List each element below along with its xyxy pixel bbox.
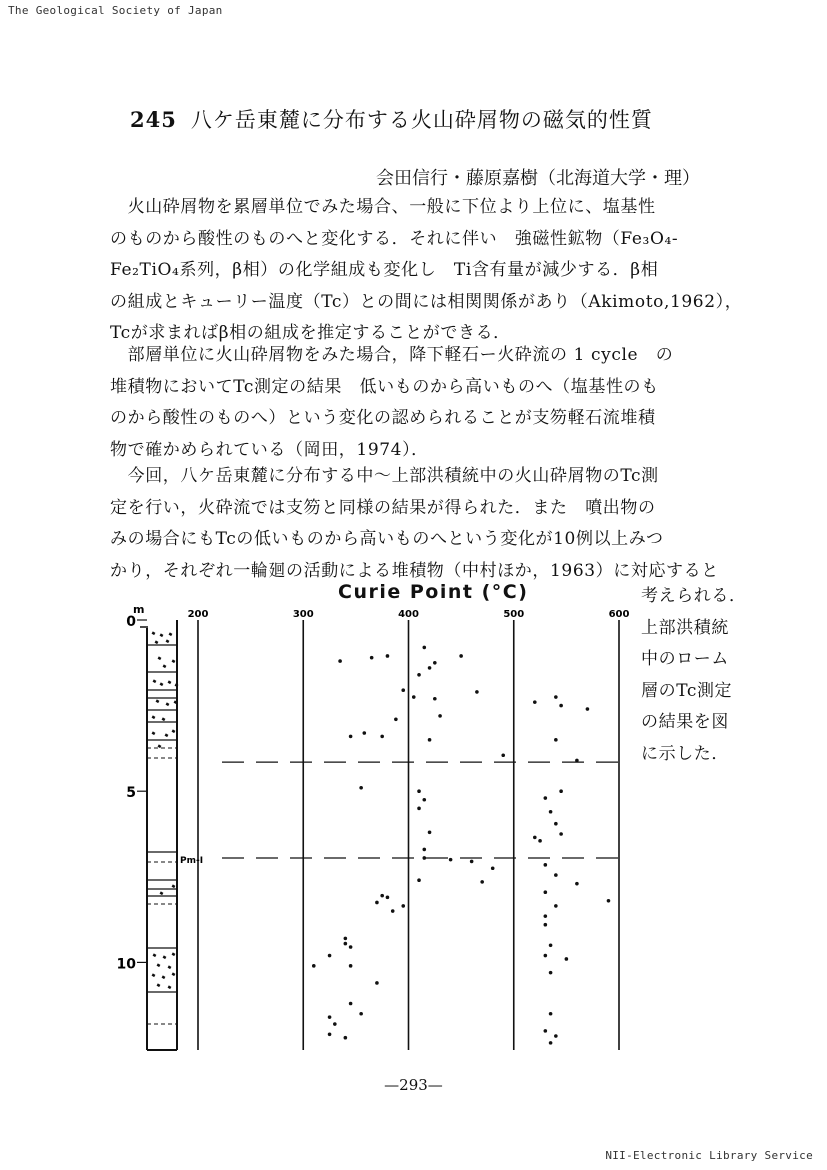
clast-mark (172, 952, 176, 956)
data-point (362, 731, 366, 735)
side-line: の結果を図 (641, 712, 729, 732)
clast-mark (160, 633, 164, 637)
depth-label: 5 (126, 785, 136, 802)
clast-mark (168, 985, 172, 989)
clast-mark (153, 953, 157, 957)
data-point (554, 1034, 558, 1038)
data-point (428, 666, 432, 670)
data-point (554, 904, 558, 908)
clast-mark (166, 639, 170, 643)
data-point (549, 1012, 553, 1016)
clast-mark (165, 733, 169, 737)
text-line: 部層単位に火山砕屑物をみた場合，降下軽石ー火砕流の 1 cycle の (110, 345, 674, 365)
clast-mark (152, 973, 156, 977)
abstract-number: 245 (130, 107, 177, 132)
data-point (549, 810, 553, 814)
data-point (359, 1012, 363, 1016)
data-point (533, 700, 537, 704)
data-point (438, 714, 442, 718)
data-point (333, 1022, 337, 1026)
clast-mark (168, 965, 172, 969)
text-line: の組成とキューリー温度（Tc）との間には相関関係があり（Akimoto,1962）， (110, 291, 743, 312)
x-tick-label: 300 (292, 609, 314, 620)
data-point (422, 646, 426, 650)
x-tick-label: 600 (608, 609, 630, 620)
data-point (449, 858, 453, 862)
clast-mark (168, 680, 172, 684)
side-line: 考えられる． (641, 586, 747, 606)
data-point (475, 690, 479, 694)
text-line: Fe₂TiO₄系列，β相）の化学組成も変化し Ti含有量が減少する．β相 (110, 260, 659, 281)
clast-mark (172, 972, 176, 976)
data-point (417, 807, 421, 811)
clast-mark (172, 729, 176, 733)
clast-mark (152, 631, 156, 635)
data-point (401, 904, 405, 908)
side-line: に示した． (641, 743, 729, 764)
text-line: 火山砕屑物を累層単位でみた場合、一般に下位より上位に、塩基性 (110, 197, 656, 217)
data-point (338, 659, 342, 663)
depth-label: 10 (116, 956, 136, 973)
clast-mark (172, 659, 176, 663)
clast-mark (172, 884, 176, 888)
clast-mark (158, 744, 162, 748)
x-tick-label: 200 (187, 609, 209, 620)
clast-mark (162, 717, 166, 721)
data-point (544, 914, 548, 918)
text-line: Tcが求まればβ相の組成を推定することができる． (110, 323, 511, 344)
data-point (391, 909, 395, 913)
data-point (349, 945, 353, 949)
data-point (422, 798, 426, 802)
data-point (328, 1015, 332, 1019)
data-point (428, 830, 432, 834)
data-point (544, 890, 548, 894)
data-point (565, 957, 569, 961)
title-text: 八ケ岳東麓に分布する火山砕屑物の磁気的性質 (190, 108, 653, 132)
data-point (554, 695, 558, 699)
data-point (401, 688, 405, 692)
data-point (417, 673, 421, 677)
author-list: 会田信行・藤原嘉樹（北海道大学・理） (376, 168, 700, 189)
data-point (422, 856, 426, 860)
data-point (344, 937, 348, 941)
data-point (344, 942, 348, 946)
library-footer: NII-Electronic Library Service (605, 1149, 813, 1162)
data-point (459, 654, 463, 658)
clast-mark (157, 983, 161, 987)
side-line: 中のローム (641, 649, 729, 669)
clast-mark (163, 955, 167, 959)
data-point (544, 954, 548, 958)
data-point (554, 822, 558, 826)
data-point (394, 717, 398, 721)
side-line: 層のTc測定 (641, 680, 733, 701)
data-point (380, 894, 384, 898)
data-point (554, 738, 558, 742)
data-point (480, 880, 484, 884)
text-line: 堆積物においてTc測定の結果 低いものから高いものへ（塩基性のも (110, 376, 659, 397)
data-point (549, 971, 553, 975)
clast-mark (156, 699, 160, 703)
data-point (559, 789, 563, 793)
clast-mark (162, 975, 166, 979)
data-point (349, 964, 353, 968)
clast-mark (160, 891, 164, 895)
clast-mark (155, 640, 159, 644)
data-point (433, 697, 437, 701)
x-tick-label: 400 (398, 609, 419, 620)
data-point (386, 896, 390, 900)
data-point (422, 848, 426, 852)
text-line: 物で確かめられている（岡田，1974）． (110, 439, 429, 460)
data-point (349, 1002, 353, 1006)
data-point (586, 707, 590, 711)
data-point (375, 981, 379, 985)
data-point (412, 695, 416, 699)
data-point (428, 738, 432, 742)
data-point (380, 735, 384, 739)
data-point (349, 735, 353, 739)
text-line: かり，それぞれ一輪廻の活動による堆積物（中村ほか，1963）に対応すると (110, 560, 719, 581)
data-point (607, 899, 611, 903)
side-line: 上部洪積統 (641, 617, 729, 638)
clast-mark (160, 682, 164, 686)
data-point (544, 923, 548, 927)
data-point (559, 832, 563, 836)
text-line: のものから酸性のものへと変化する．それに伴い 強磁性鉱物（Fe₃O₄- (110, 228, 679, 249)
data-point (544, 1029, 548, 1033)
clast-mark (166, 702, 170, 706)
depth-label: 0 (126, 614, 136, 630)
text-line: みの場合にもTcの低いものから高いものへという変化が10例以上みつ (110, 529, 664, 550)
data-point (554, 873, 558, 877)
clast-mark (158, 656, 162, 660)
data-point (559, 704, 563, 708)
data-point (433, 661, 437, 665)
clast-mark (163, 664, 167, 668)
chart-title: Curie Point (°C) (338, 581, 529, 603)
data-point (417, 878, 421, 882)
text-line: のから酸性のものへ）という変化の認められることが支笏軽石流堆積 (110, 408, 656, 429)
data-point (575, 882, 579, 886)
data-point (370, 656, 374, 660)
page-number: —293— (384, 1076, 443, 1094)
text-line: 定を行い，火砕流では支笏と同様の結果が得られた．また 噴出物の (110, 497, 656, 518)
data-point (359, 786, 363, 790)
x-tick-label: 500 (503, 609, 525, 620)
data-point (491, 866, 495, 870)
text-line: 今回，八ケ岳東麓に分布する中～上部洪積統中の火山砕屑物のTc測 (110, 466, 659, 486)
data-point (386, 654, 390, 658)
clast-mark (152, 731, 156, 735)
data-point (375, 901, 379, 905)
data-point (328, 1033, 332, 1037)
data-point (538, 839, 542, 843)
clast-mark (153, 679, 157, 683)
data-point (417, 789, 421, 793)
data-point (575, 759, 579, 763)
clast-mark (169, 632, 173, 636)
data-point (470, 860, 474, 864)
data-point (344, 1036, 348, 1040)
data-point (533, 836, 537, 840)
society-header: The Geological Society of Japan (8, 4, 223, 17)
clast-mark (152, 715, 156, 719)
data-point (312, 964, 316, 968)
data-point (544, 863, 548, 867)
data-point (549, 943, 553, 947)
data-point (549, 1041, 553, 1045)
data-point (501, 753, 505, 757)
depth-unit-label: m (133, 603, 145, 616)
data-point (544, 796, 548, 800)
clast-mark (157, 963, 161, 967)
data-point (328, 954, 332, 958)
pumice-marker-label: Pm-I (180, 856, 204, 866)
